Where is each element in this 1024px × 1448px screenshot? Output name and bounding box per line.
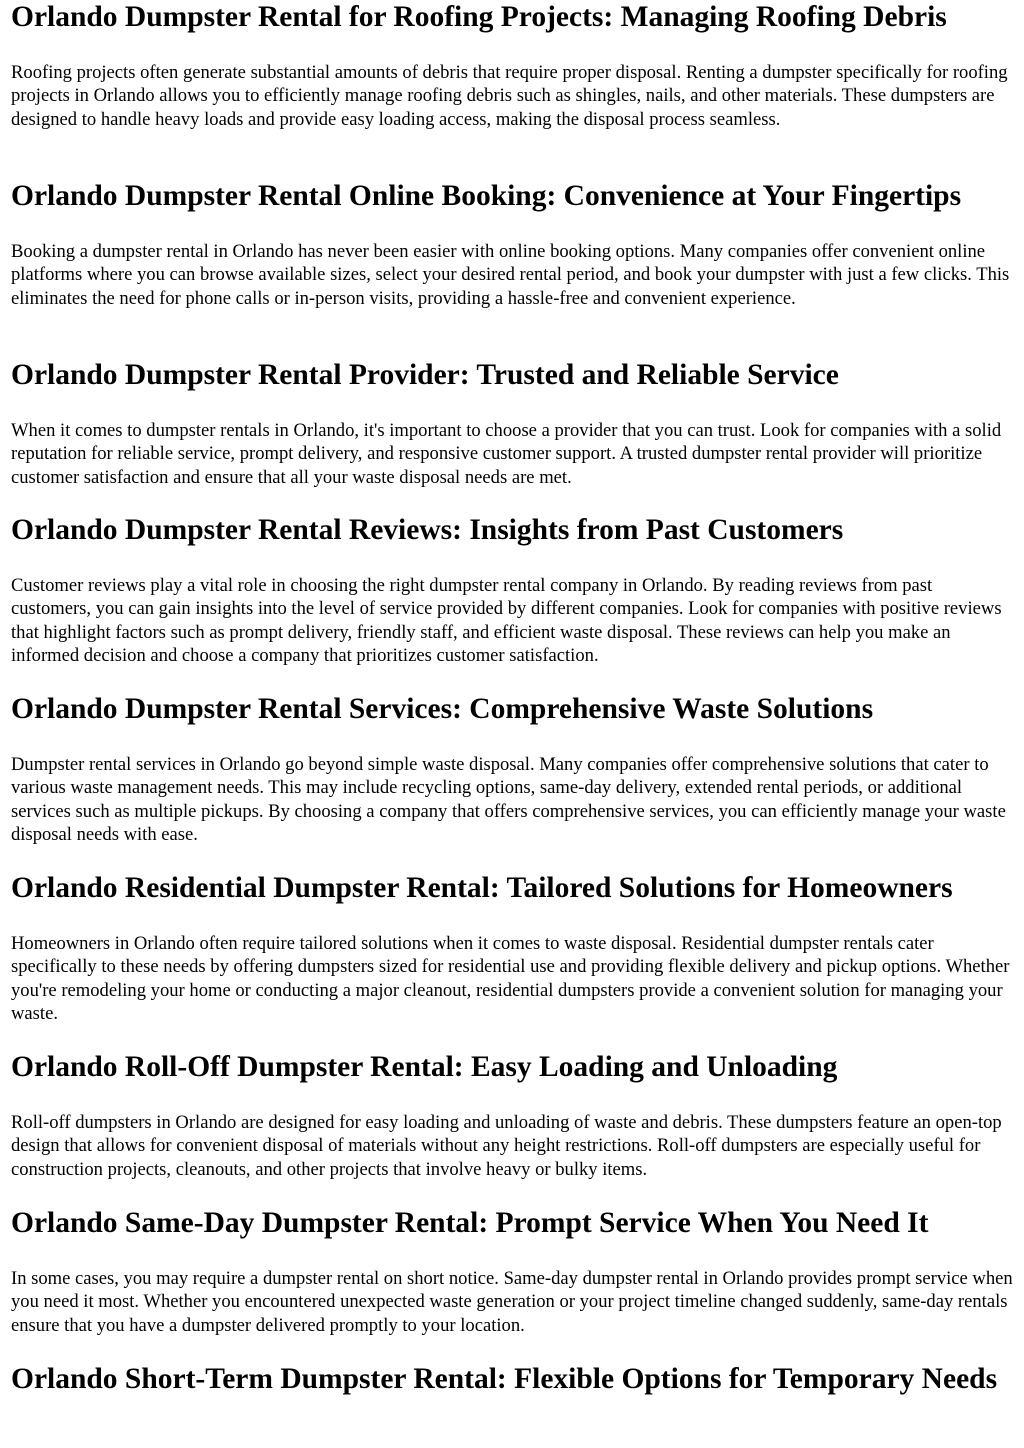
section-roll-off bbox=[11, 1050, 1013, 1181]
section-body: Homeowners in Orlando often require tailored solutions when it comes to waste disposal. Residential dumpster rentals cater specifically to these needs by offering dumpsters sized for residential use and providing flexible delivery and pickup options. Whether you're remodeling your home or conducting a major cleanout, residential dumpsters provide a convenient solution for managing your waste. bbox=[11, 933, 1010, 1024]
section-same-day bbox=[11, 1206, 1013, 1337]
section-online-booking bbox=[11, 179, 1013, 310]
section-body: Roofing projects often generate substantial amounts of debris that require proper disposal. Renting a dumpster specifically for roofing projects in Orlando allows you to efficiently manage roofing debris such as shingles, nails, and other materials. These dumpsters are designed to handle heavy loads and provide easy loading access, making the disposal process seamless. bbox=[11, 62, 1008, 130]
section-services bbox=[11, 692, 1013, 846]
section-heading: Orlando Same-Day Dumpster Rental: Prompt Service When You Need It bbox=[11, 1207, 929, 1239]
section-short-term bbox=[11, 1362, 1013, 1396]
section-body: Dumpster rental services in Orlando go beyond simple waste disposal. Many companies offer comprehensive solutions that cater to various waste management needs. This may include recycling options, same-day delivery, extended rental periods, or additional services such as multiple pickups. By choosing a company that offers comprehensive services, you can efficiently manage your waste disposal needs with ease. bbox=[11, 754, 1006, 845]
section-heading: Orlando Dumpster Rental Services: Comprehensive Waste Solutions bbox=[11, 693, 874, 725]
section-body: Roll-off dumpsters in Orlando are designed for easy loading and unloading of waste and debris. These dumpsters feature an open-top design that allows for convenient disposal of materials without any height restrictions. Roll-off dumpsters are especially useful for construction projects, cleanouts, and other projects that involve heavy or bulky items. bbox=[11, 1112, 1002, 1180]
section-heading: Orlando Dumpster Rental Provider: Trusted and Reliable Service bbox=[11, 359, 839, 391]
section-provider bbox=[11, 358, 1013, 489]
section-body: Customer reviews play a vital role in choosing the right dumpster rental company in Orlando. By reading reviews from past customers, you can gain insights into the level of service provided by different companies. Look for companies with positive reviews that highlight factors such as prompt delivery, friendly staff, and efficient waste disposal. These reviews can help you make an informed decision and choose a company that prioritizes customer satisfaction. bbox=[11, 575, 1002, 666]
section-body: Booking a dumpster rental in Orlando has never been easier with online booking options. Many companies offer convenient online platforms where you can browse available sizes, select your desired rental period, and book your dumpster with just a few clicks. This eliminates the need for phone calls or in-person visits, providing a hassle-free and convenient experience. bbox=[11, 241, 1010, 309]
section-roofing bbox=[11, 0, 1013, 131]
section-body: In some cases, you may require a dumpster rental on short notice. Same-day dumpster rental in Orlando provides prompt service when you need it most. Whether you encountered unexpected waste generation or your project timeline changed suddenly, same-day rentals ensure that you have a dumpster delivered promptly to your location. bbox=[11, 1268, 1013, 1336]
section-heading: Orlando Short-Term Dumpster Rental: Flexible Options for Temporary Needs bbox=[11, 1363, 998, 1395]
section-residential bbox=[11, 871, 1013, 1025]
section-heading: Orlando Dumpster Rental Online Booking: Convenience at Your Fingertips bbox=[11, 180, 962, 212]
section-heading: Orlando Dumpster Rental Reviews: Insights from Past Customers bbox=[11, 514, 844, 546]
section-heading: Orlando Residential Dumpster Rental: Tailored Solutions for Homeowners bbox=[11, 872, 953, 904]
section-body: When it comes to dumpster rentals in Orlando, it's important to choose a provider that you can trust. Look for companies with a solid reputation for reliable service, prompt delivery, and responsive customer support. A trusted dumpster rental provider will prioritize customer satisfaction and ensure that all your waste disposal needs are met. bbox=[11, 420, 1002, 488]
section-heading: Orlando Dumpster Rental for Roofing Projects: Managing Roofing Debris bbox=[11, 1, 947, 33]
section-reviews bbox=[11, 513, 1013, 667]
section-heading: Orlando Roll-Off Dumpster Rental: Easy Loading and Unloading bbox=[11, 1051, 838, 1083]
